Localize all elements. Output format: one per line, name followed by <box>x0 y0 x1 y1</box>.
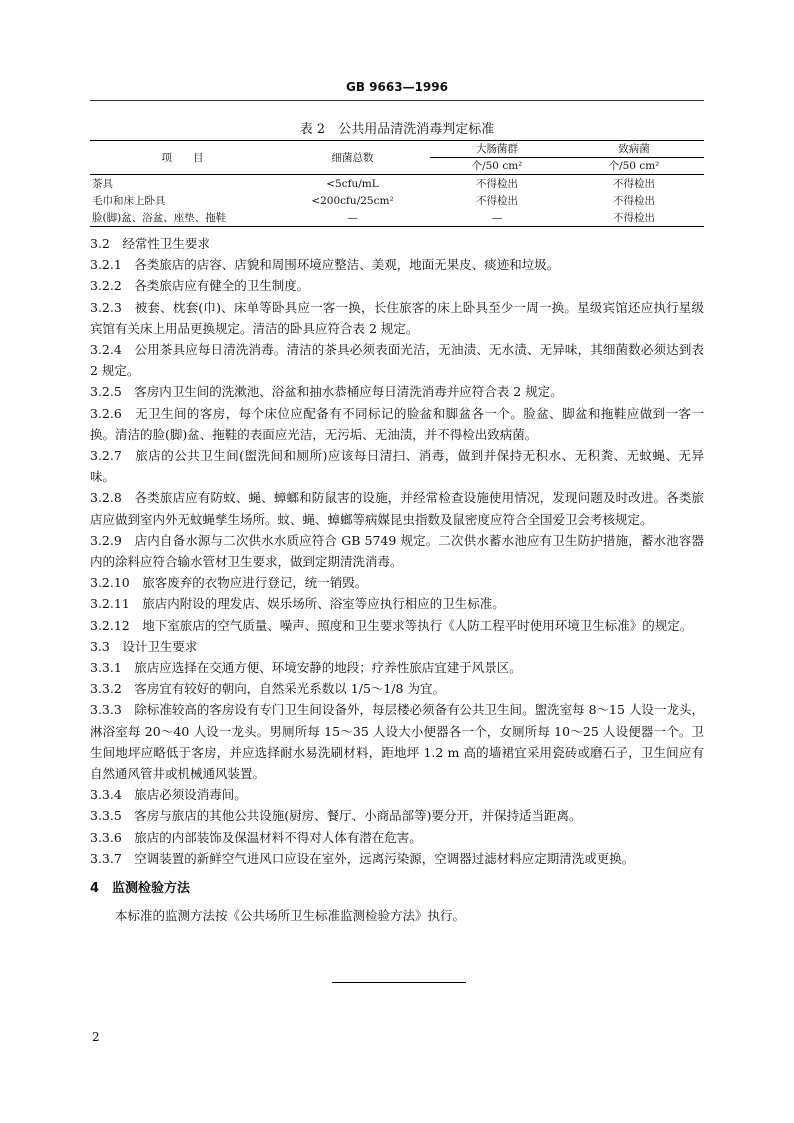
clause-3-2-8: 3.2.8 各类旅店应有防蚊、蝇、蟑螂和防鼠害的设施，并经常检查设施使用情况，发现问题及时改进。各类旅店应做到室内外无蚊蝇孳生场所。蚊、蝇、蟑螂等病媒昆虫指数及鼠密度应符合全国爱卫会考核规定。 <box>90 490 704 527</box>
row-item: 茶具 <box>92 177 113 190</box>
row-item: 毛巾和床上卧具 <box>92 194 166 207</box>
row-item: 脸(脚)盆、浴盆、座垫、拖鞋 <box>90 209 275 227</box>
clause-3-3-1: 3.3.1 旅店应选择在交通方便、环境安静的地段；疗养性旅店宜建于风景区。 <box>90 660 522 676</box>
header-rule <box>90 100 704 101</box>
table-row <box>90 175 704 193</box>
col-header-pathogen: 致病菌 <box>564 141 704 158</box>
table-row <box>90 209 704 227</box>
page-number: 2 <box>92 1030 100 1044</box>
row-path: 不得检出 <box>613 177 655 190</box>
table-row <box>90 192 704 209</box>
col-header-item: 项 目 <box>90 141 275 175</box>
section-4-body: 本标准的监测方法按《公共场所卫生标准监测检验方法》执行。 <box>115 908 466 924</box>
clause-3-2-1: 3.2.1 各类旅店的店容、店貌和周围环境应整洁、美观，地面无果皮、痰迹和垃圾。 <box>90 257 560 273</box>
row-total: <200cfu/25cm² <box>311 194 394 207</box>
end-rule <box>332 982 466 983</box>
row-total: <5cfu/mL <box>326 177 379 190</box>
section-heading-4: 4 监测检验方法 <box>90 881 191 897</box>
clause-3-2-6: 3.2.6 无卫生间的客房，每个床位应配备有不同标记的脸盆和脚盆各一个。脸盆、脚盆和拖鞋应做到一客一换。清洁的脸(脚)盆、拖鞋的表面应光洁，无污垢、无油渍，并不得检出致病菌。 <box>90 405 704 442</box>
clause-3-2-9: 3.2.9 店内自备水源与二次供水水质应符合 GB 5749 规定。二次供水蓄水池应有卫生防护措施，蓄水池容器内的涂料应符合输水管材卫生要求，做到定期清洗消毒。 <box>90 532 704 570</box>
clause-3-3-4: 3.3.4 旅店必须设消毒间。 <box>90 787 247 803</box>
row-coli: 不得检出 <box>476 177 518 190</box>
clause-3-2-2: 3.2.2 各类旅店应有健全的卫生制度。 <box>90 278 310 294</box>
clause-3-2-12: 3.2.12 地下室旅店的空气质量、噪声、照度和卫生要求等执行《人防工程平时使用环境卫生标准》的规定。 <box>90 617 693 633</box>
disinfection-standard-table <box>90 140 704 227</box>
col-header-pathogen-unit: 个/50 cm² <box>564 158 704 175</box>
row-coli: 不得检出 <box>476 194 518 207</box>
row-total: — <box>275 209 430 227</box>
row-path: 不得检出 <box>613 194 655 207</box>
section-heading-3-2: 3.2 经常性卫生要求 <box>90 236 210 251</box>
col-header-coliform: 大肠菌群 <box>430 141 564 158</box>
table-caption: 表 2 公共用品清洗消毒判定标准 <box>299 122 495 137</box>
clause-3-2-7: 3.2.7 旅店的公共卫生间(盥洗间和厕所)应该每日清扫、消毒，做到并保持无积水、无积粪、无蚊蝇、无异味。 <box>90 448 704 485</box>
clause-3-3-2: 3.3.2 客房宜有较好的朝向，自然采光系数以 1/5～1/8 为宜。 <box>90 681 445 697</box>
clause-3-3-3: 3.3.3 除标准较高的客房设有专门卫生间设备外，每层楼必须备有公共卫生间。盥洗室每 8～15 人设一龙头，淋浴室每 20～40 人设一龙头。男厕所每 15～35 人设大小便器各一个，女厕所每 10～25 人设便器一个。卫生间地坪应略低于客房，并应选择耐水易洗刷材料，距地坪 1.2 m 高的墙裙宜采用瓷砖或磨石子，卫生间应有自然通风管井或机械通风装置。 <box>90 702 704 782</box>
clause-3-2-4: 3.2.4 公用茶具应每日清洗消毒。清洁的茶具必须表面光洁，无油渍、无水渍、无异味，其细菌数必须达到表 2 规定。 <box>90 342 704 379</box>
row-coli: — <box>430 209 564 227</box>
col-header-coliform-unit: 个/50 cm² <box>430 158 564 175</box>
clause-3-2-11: 3.2.11 旅店内附设的理发店、娱乐场所、浴室等应执行相应的卫生标准。 <box>90 596 505 612</box>
clause-3-2-3: 3.2.3 被套、枕套(巾)、床单等卧具应一客一换，长住旅客的床上卧具至少一周一换。星级宾馆还应执行星级宾馆有关床上用品更换规定。清洁的卧具应符合表 2 规定。 <box>90 299 704 336</box>
clause-3-2-10: 3.2.10 旅客废弃的衣物应进行登记，统一销毁。 <box>90 575 368 591</box>
clause-3-2-5: 3.2.5 客房内卫生间的洗漱池、浴盆和抽水恭桶应每日清洗消毒并应符合表 2 规定。 <box>90 384 563 400</box>
section-heading-3-3: 3.3 设计卫生要求 <box>90 638 198 654</box>
clause-3-3-7: 3.3.7 空调装置的新鲜空气进风口应设在室外，远离污染源，空调器过滤材料应定期清洗或更换。 <box>90 850 635 866</box>
body-text <box>90 233 704 926</box>
col-header-total-bacteria: 细菌总数 <box>275 141 430 175</box>
standard-code-header: GB 9663—1996 <box>346 80 448 94</box>
row-path: 不得检出 <box>564 209 704 227</box>
clause-3-3-5: 3.3.5 客房与旅店的其他公共设施(厨房、餐厅、小商品部等)要分开，并保持适当距离。 <box>90 808 582 824</box>
clause-3-3-6: 3.3.6 旅店的内部装饰及保温材料不得对人体有潜在危害。 <box>90 829 422 845</box>
